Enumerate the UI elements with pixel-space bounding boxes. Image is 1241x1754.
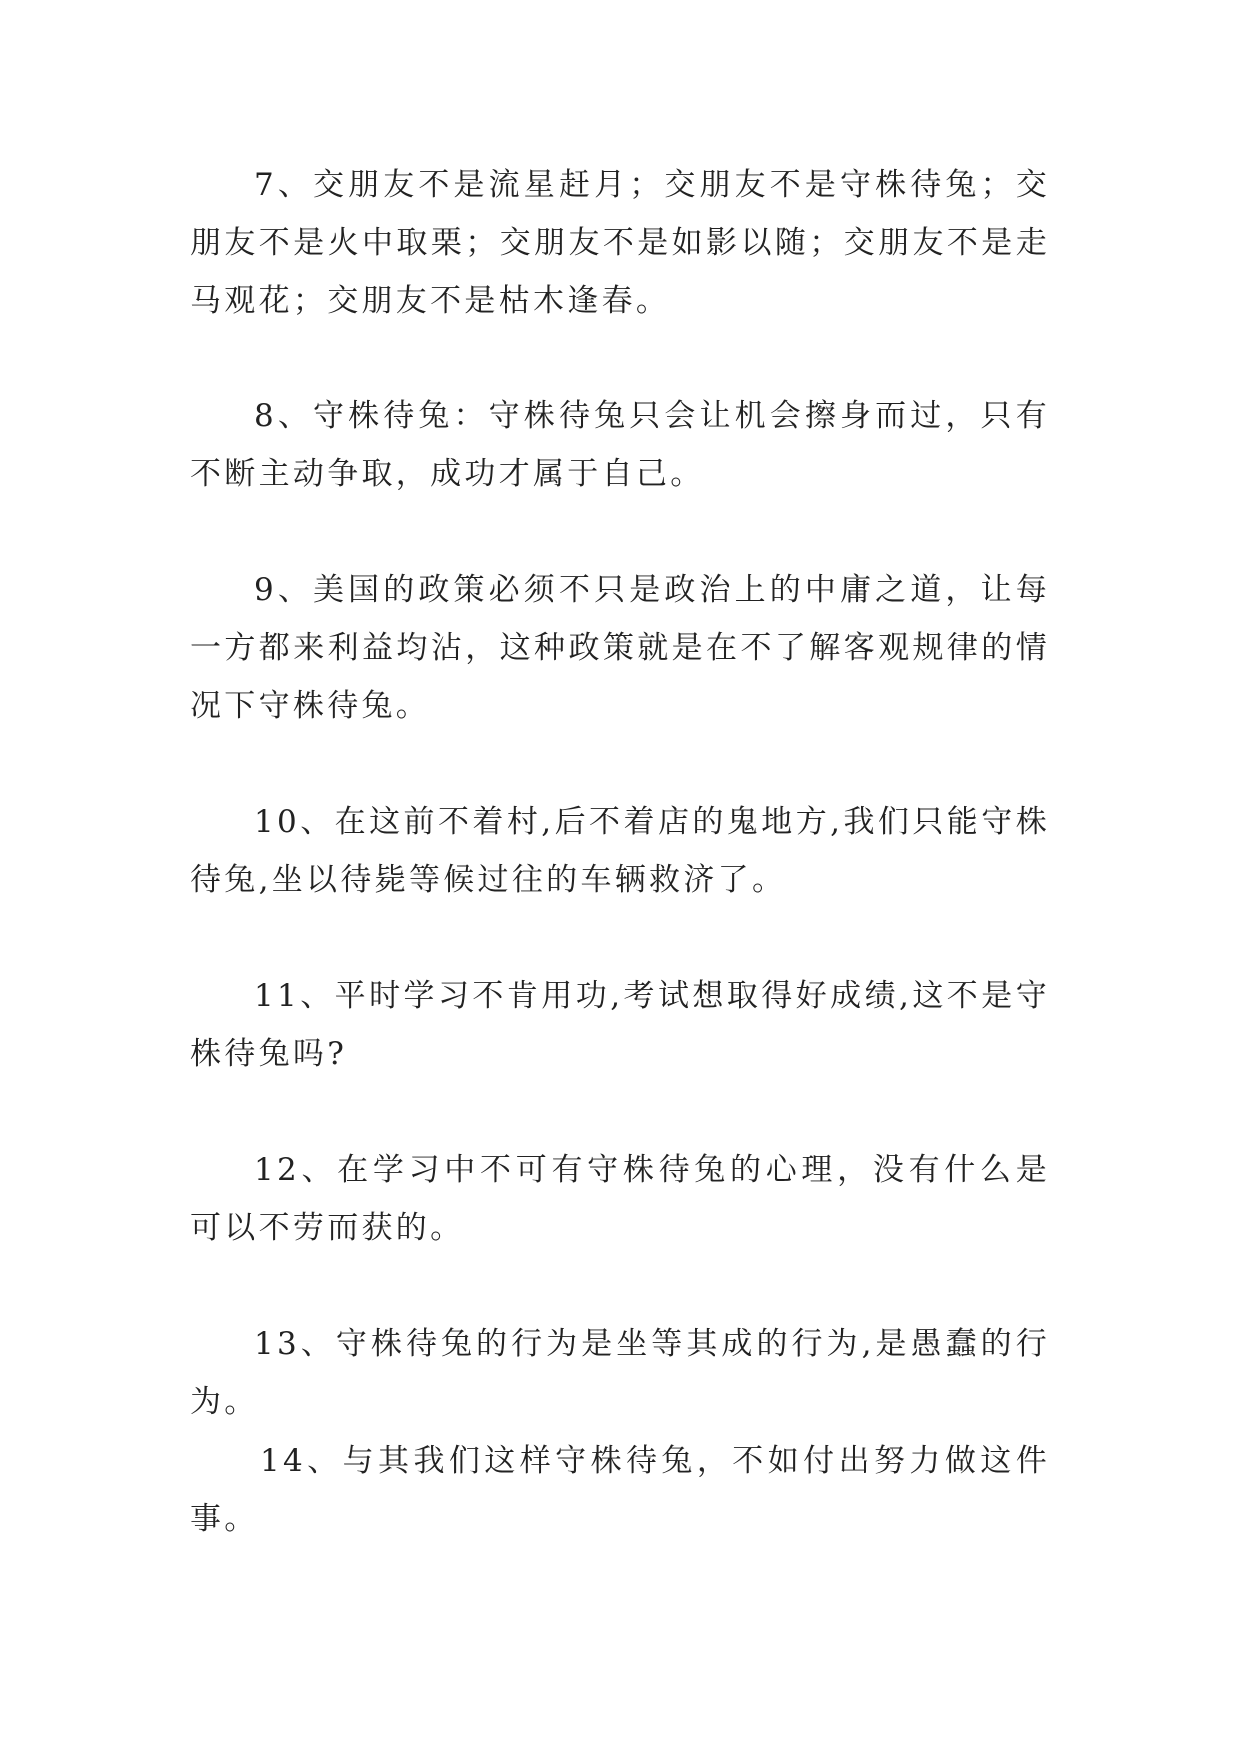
paragraph-14: 14、与其我们这样守株待兔，不如付出努力做这件事。 [190, 1443, 1050, 1537]
paragraph-9: 9、美国的政策必须不只是政治上的中庸之道，让每一方都来利益均沾，这种政策就是在不了解客观规律的情况下守株待兔。 [190, 572, 1050, 724]
paragraph-12: 12、在学习中不可有守株待兔的心理，没有什么是可以不劳而获的。 [190, 1152, 1050, 1246]
paragraph-8: 8、守株待兔：守株待兔只会让机会擦身而过，只有不断主动争取，成功才属于自己。 [190, 398, 1050, 492]
paragraph-10: 10、在这前不着村,后不着店的鬼地方,我们只能守株待兔,坐以待毙等候过往的车辆救济了。 [190, 804, 1050, 898]
paragraph-11: 11、平时学习不肯用功,考试想取得好成绩,这不是守株待兔吗? [190, 978, 1050, 1072]
paragraph-13: 13、守株待兔的行为是坐等其成的行为,是愚蠢的行为。 [190, 1326, 1050, 1420]
paragraph-7: 7、交朋友不是流星赶月；交朋友不是守株待兔；交朋友不是火中取栗；交朋友不是如影以随；交朋友不是走马观花；交朋友不是枯木逢春。 [190, 167, 1050, 319]
